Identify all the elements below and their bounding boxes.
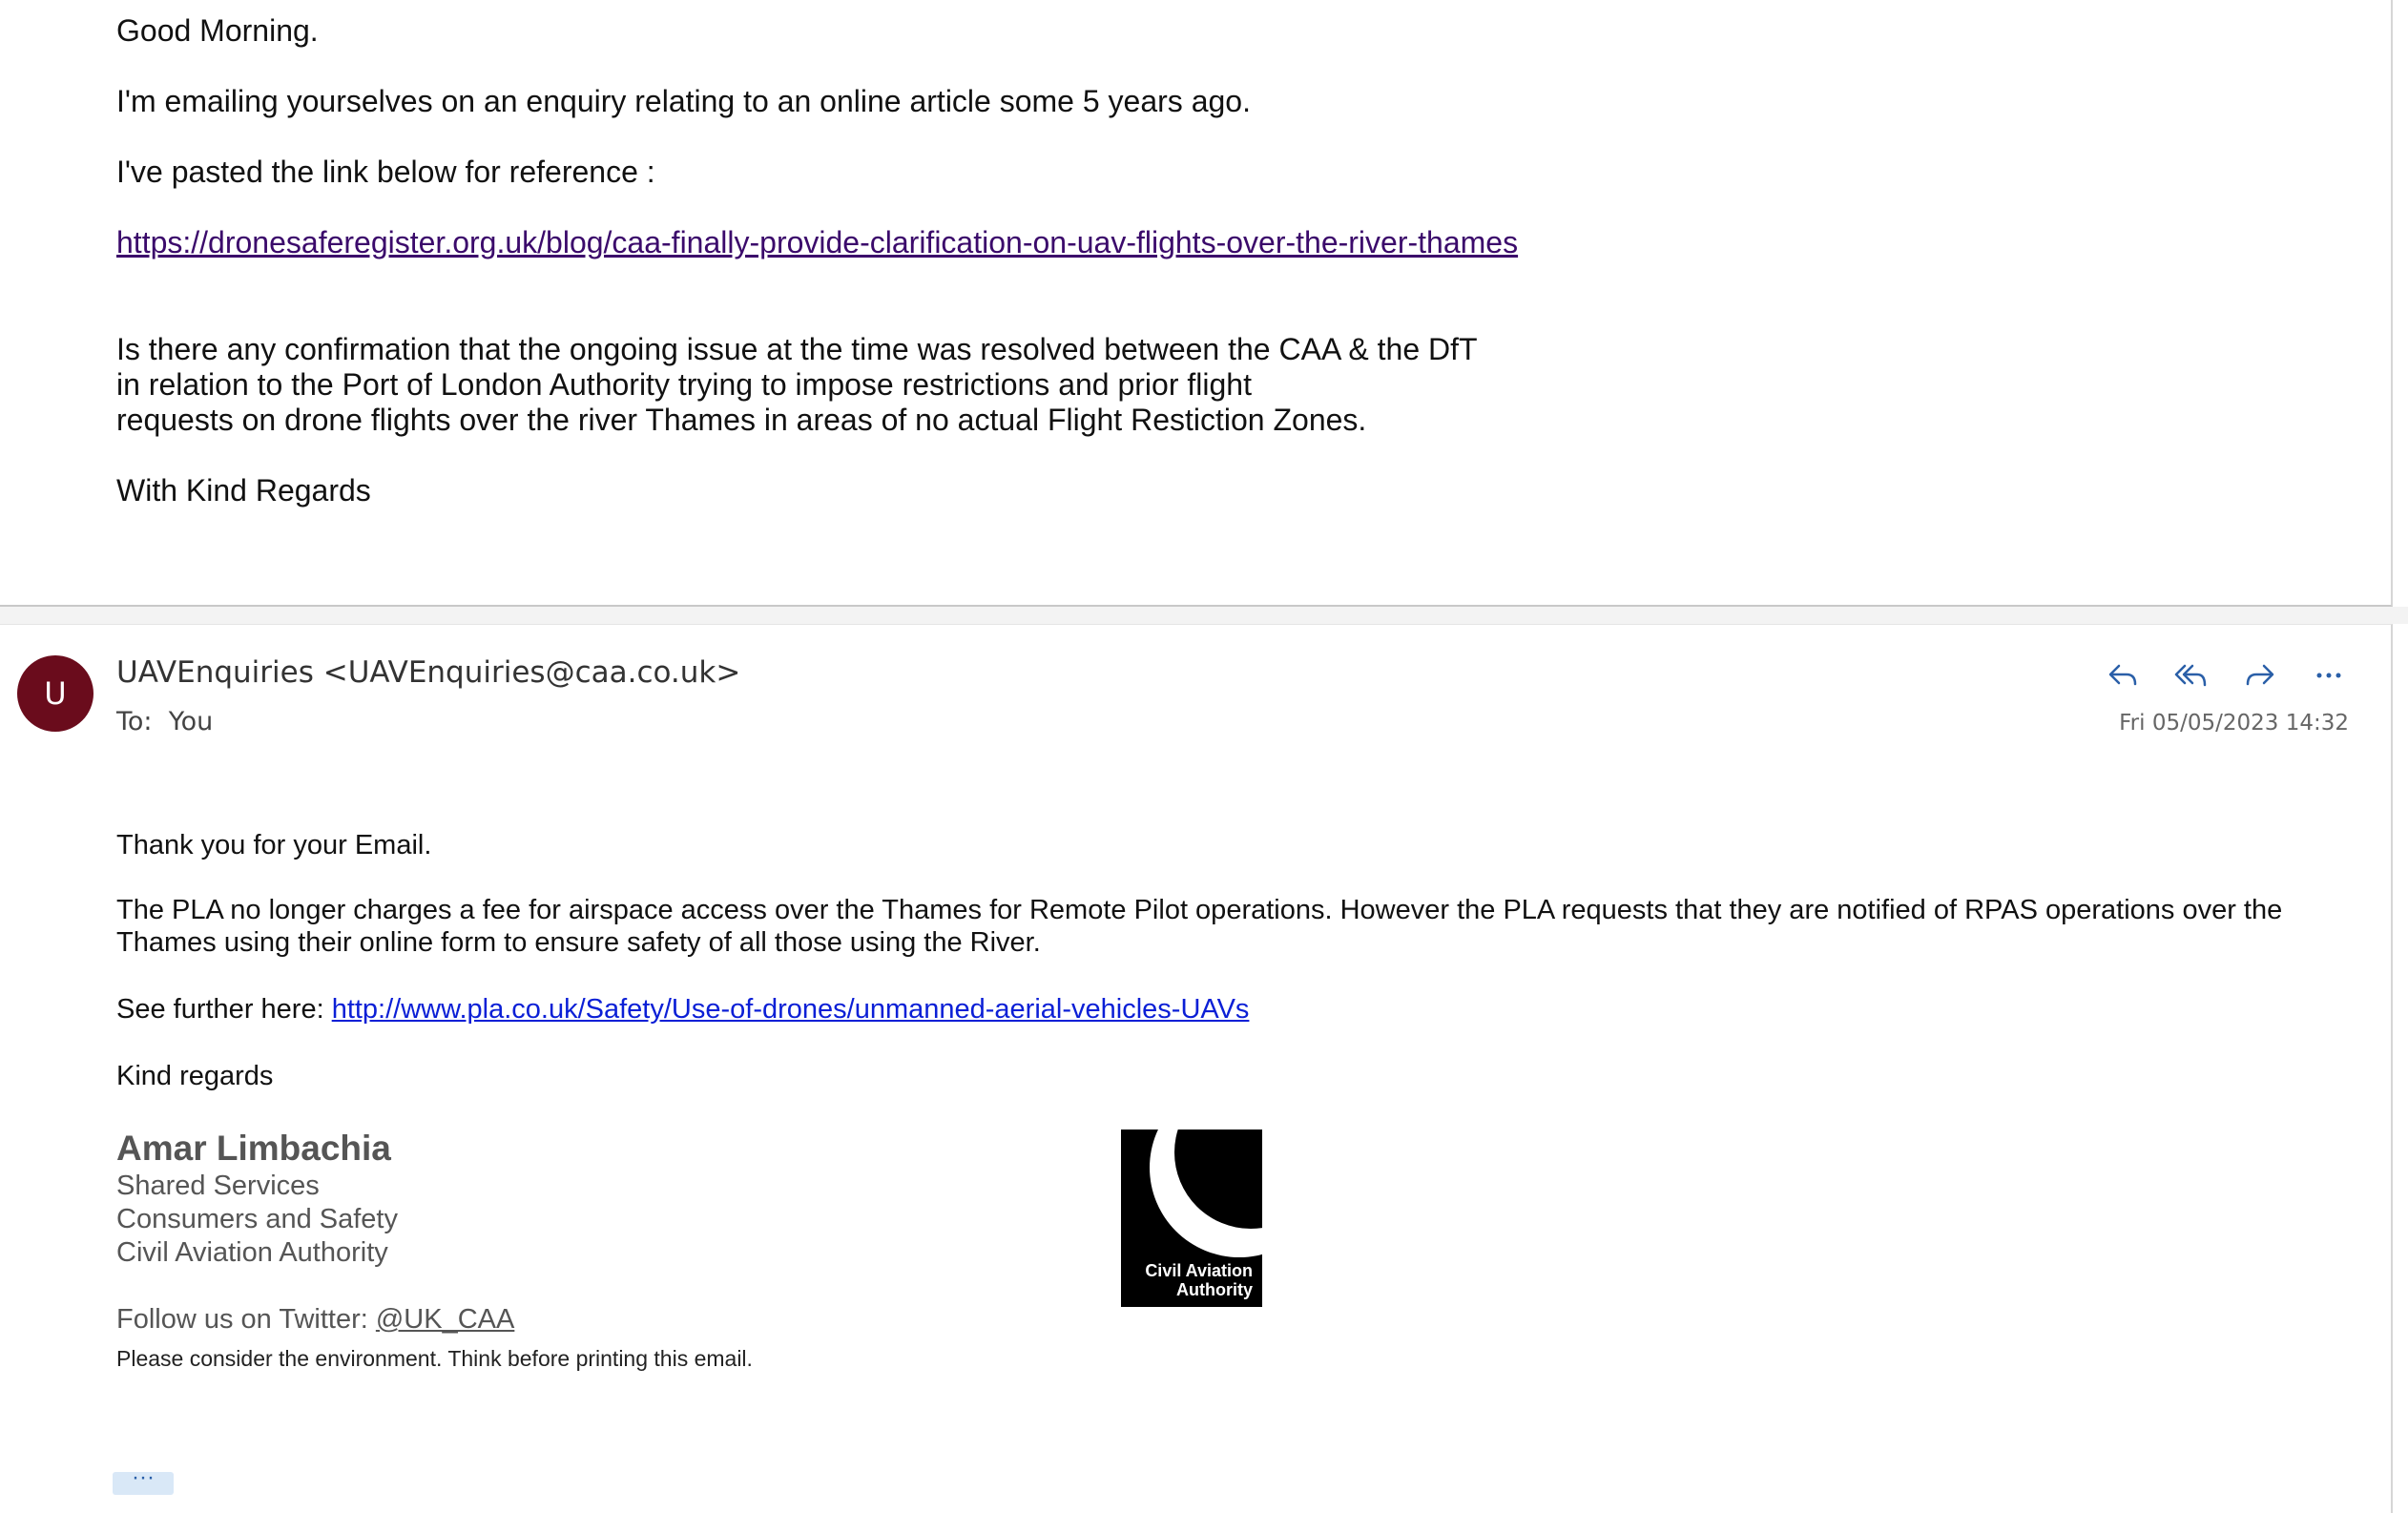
reply-icon[interactable] — [2099, 652, 2147, 699]
signature-team: Consumers and Safety — [116, 1204, 398, 1234]
pla-link[interactable]: http://www.pla.co.uk/Safety/Use-of-drones/unmanned-aerial-vehicles-UAVs — [331, 994, 1250, 1025]
question-line-3: requests on drone flights over the river Thames in areas of no actual Flight Restiction Zones. — [116, 403, 1367, 437]
signature-dept: Shared Services — [116, 1171, 320, 1201]
sender-name[interactable]: UAVEnquiries <UAVEnquiries@caa.co.uk> — [116, 655, 741, 690]
link-intro-line: I've pasted the link below for reference : — [116, 155, 655, 189]
forward-icon[interactable] — [2236, 652, 2284, 699]
recipient-line — [116, 707, 213, 736]
twitter-label: Follow us on Twitter: — [116, 1304, 376, 1335]
caa-logo — [1121, 1130, 1262, 1307]
twitter-line — [116, 1304, 514, 1336]
recipient-you[interactable]: You — [168, 707, 214, 736]
greeting-text: Good Morning. — [116, 13, 319, 48]
message-separator — [0, 607, 2408, 624]
to-label: To: — [116, 707, 153, 736]
question-line-1: Is there any confirmation that the ongoing issue at the time was resolved between the CAA & the DfT — [116, 332, 1478, 366]
reply-message — [0, 624, 2393, 1513]
see-further-line — [116, 993, 1249, 1026]
signature-org: Civil Aviation Authority — [116, 1237, 388, 1268]
closing-text: With Kind Regards — [116, 473, 371, 508]
avatar[interactable]: U — [17, 655, 93, 732]
twitter-handle-link[interactable]: @UK_CAA — [375, 1304, 515, 1335]
message-actions — [2099, 652, 2353, 699]
previous-message — [0, 0, 2393, 607]
sent-date: Fri 05/05/2023 14:32 — [2119, 711, 2349, 736]
signature-name: Amar Limbachia — [116, 1129, 391, 1168]
reply-all-icon[interactable] — [2168, 652, 2215, 699]
show-more-button[interactable]: ··· — [113, 1472, 174, 1495]
reply-paragraph: The PLA no longer charges a fee for airspace access over the Thames for Remote Pilot operations. However the PLA requests that they are notified of RPAS operations over the Thames using their online form to ensure safety of all those using the River. — [116, 895, 2283, 958]
logo-text: Civil Aviation Authority — [1145, 1261, 1253, 1299]
thanks-text: Thank you for your Email. — [116, 830, 432, 860]
article-link[interactable]: https://dronesaferegister.org.uk/blog/caa-finally-provide-clarification-on-uav-flights-over-the-river-thames — [116, 225, 1519, 259]
environment-note: Please consider the environment. Think before printing this email. — [116, 1346, 753, 1371]
enquiry-line: I'm emailing yourselves on an enquiry relating to an online article some 5 years ago. — [116, 84, 1251, 118]
see-further-label: See further here: — [116, 994, 332, 1025]
more-actions-icon[interactable] — [2305, 652, 2353, 699]
question-line-2: in relation to the Port of London Authority trying to impose restrictions and prior flight — [116, 367, 1252, 402]
kind-regards-text: Kind regards — [116, 1061, 274, 1091]
